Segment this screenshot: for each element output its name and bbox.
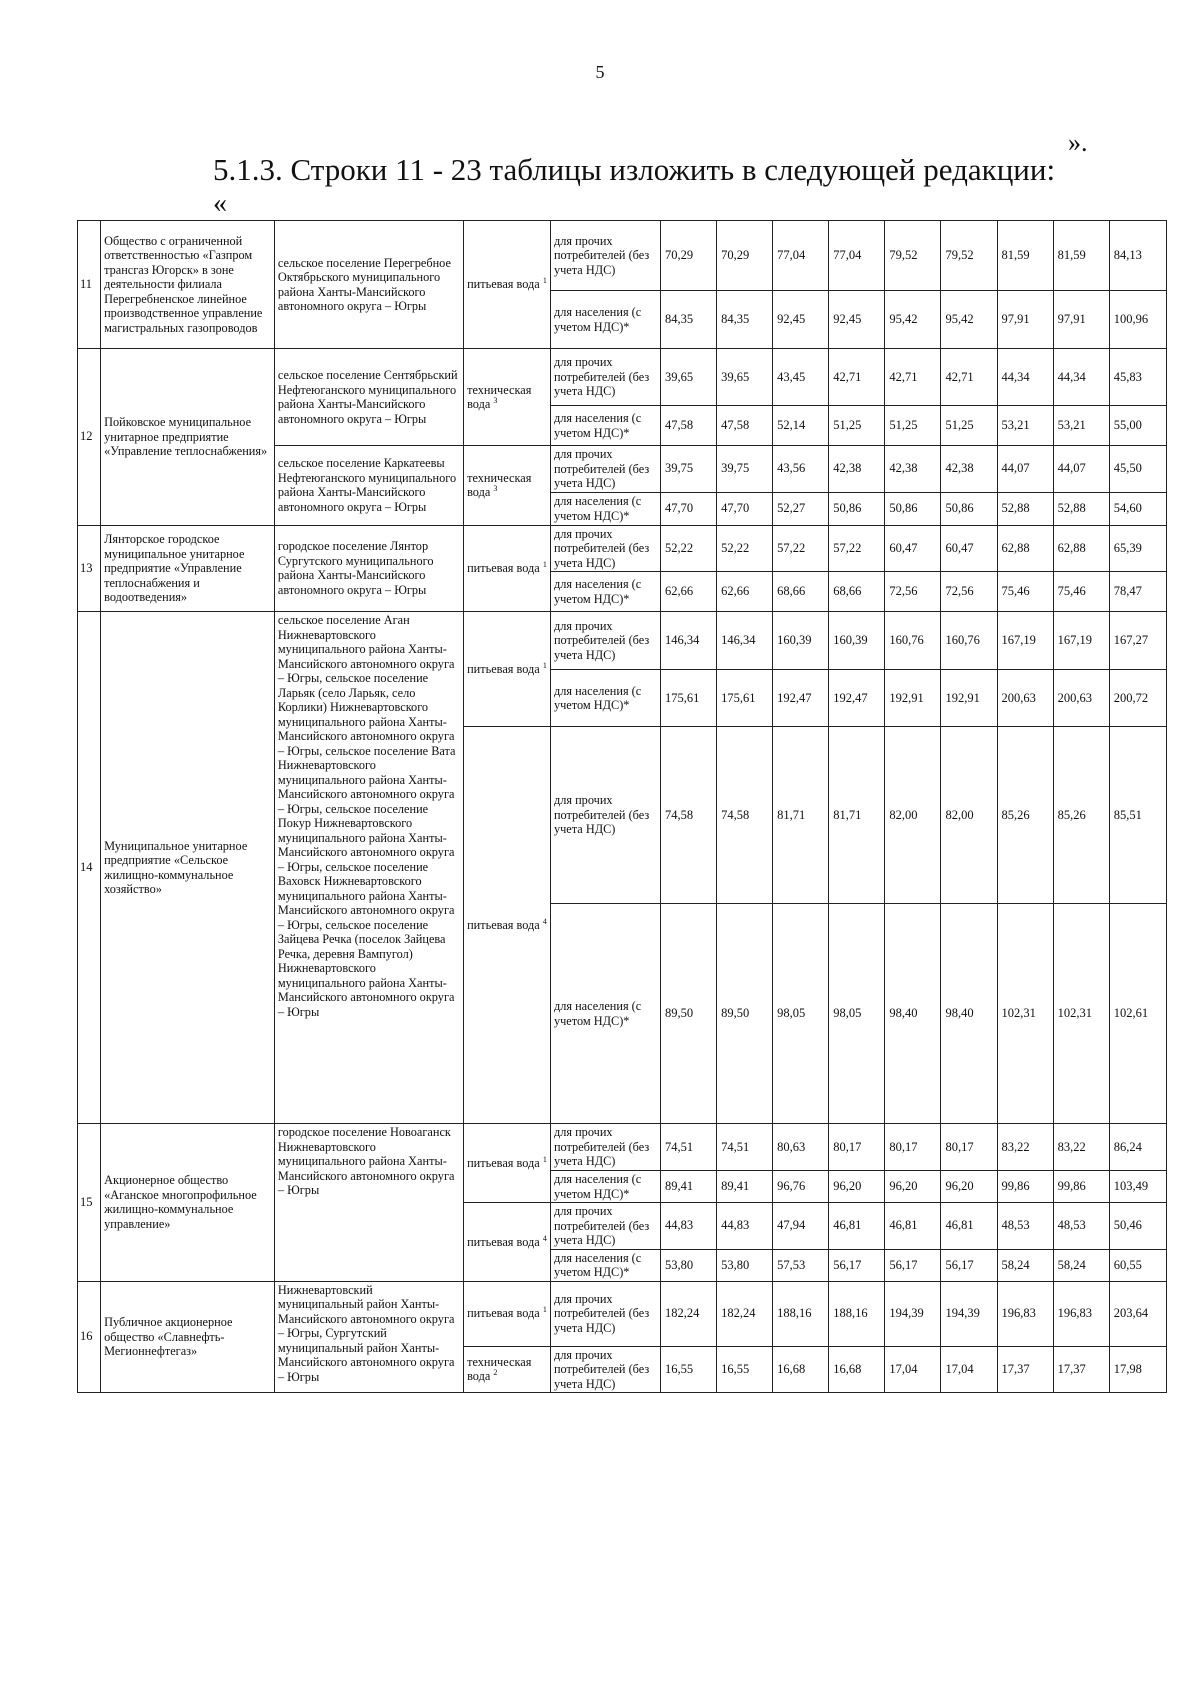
- tariff-value: 74,58: [660, 727, 716, 904]
- tariff-value: 98,05: [829, 904, 885, 1124]
- consumer-category: для населения (с учетом НДС)*: [550, 670, 660, 727]
- tariff-value: 200,63: [997, 670, 1053, 727]
- tariff-value: 42,38: [941, 446, 997, 493]
- tariff-value: 96,20: [941, 1171, 997, 1203]
- tariff-value: 81,71: [829, 727, 885, 904]
- consumer-category: для населения (с учетом НДС)*: [550, 406, 660, 446]
- tariff-value: 92,45: [773, 291, 829, 349]
- tariff-value: 60,47: [941, 525, 997, 572]
- closing-quote-mark: ».: [1068, 128, 1088, 157]
- tariff-value: 52,27: [773, 492, 829, 525]
- consumer-category: для прочих потребителей (без учета НДС): [550, 446, 660, 493]
- water-type-cell: [464, 525, 551, 612]
- tariff-value: 96,20: [829, 1171, 885, 1203]
- consumer-category: для прочих потребителей (без учета НДС): [550, 1203, 660, 1250]
- tariff-value: 60,47: [885, 525, 941, 572]
- tariff-value: 48,53: [1053, 1203, 1109, 1250]
- consumer-category: для населения (с учетом НДС)*: [550, 904, 660, 1124]
- water-type-cell: [464, 1281, 551, 1346]
- tariff-value: 196,83: [997, 1281, 1053, 1346]
- footnote-mark: 4: [542, 916, 547, 926]
- footnote-mark: 2: [493, 1368, 498, 1378]
- tariff-value: 44,34: [1053, 349, 1109, 406]
- tariff-value: 80,17: [885, 1124, 941, 1171]
- tariff-value: 81,71: [773, 727, 829, 904]
- tariff-value: 50,86: [941, 492, 997, 525]
- tariff-value: 51,25: [829, 406, 885, 446]
- tariff-value: 39,65: [660, 349, 716, 406]
- water-type: питьевая вода: [467, 1306, 540, 1321]
- tariff-value: 175,61: [660, 670, 716, 727]
- footnote-mark: 1: [542, 559, 547, 569]
- tariff-value: 79,52: [941, 221, 997, 291]
- tariff-value: 56,17: [829, 1249, 885, 1281]
- tariff-value: 188,16: [773, 1281, 829, 1346]
- tariff-value: 68,66: [773, 572, 829, 612]
- row-number: 15: [78, 1124, 101, 1282]
- tariff-value: 97,91: [997, 291, 1053, 349]
- consumer-category: для прочих потребителей (без учета НДС): [550, 221, 660, 291]
- footnote-mark: 1: [542, 1154, 547, 1164]
- tariff-value: 96,20: [885, 1171, 941, 1203]
- tariff-value: 58,24: [997, 1249, 1053, 1281]
- tariff-value: 39,65: [717, 349, 773, 406]
- organization-name: Акционерное общество «Аганское многопрофильное жилищно-коммунальное управление»: [101, 1124, 275, 1282]
- tariff-value: 85,51: [1109, 727, 1166, 904]
- tariff-value: 46,81: [885, 1203, 941, 1250]
- tariff-value: 68,66: [829, 572, 885, 612]
- tariff-value: 46,81: [829, 1203, 885, 1250]
- tariff-value: 52,14: [773, 406, 829, 446]
- table-row: [78, 525, 1167, 572]
- tariff-value: 160,39: [773, 612, 829, 670]
- tariff-value: 83,22: [997, 1124, 1053, 1171]
- water-type-cell: [464, 612, 551, 727]
- row-number: 13: [78, 525, 101, 612]
- footnote-mark: 1: [542, 660, 547, 670]
- tariff-value: 62,66: [660, 572, 716, 612]
- tariff-value: 42,71: [941, 349, 997, 406]
- consumer-category: для прочих потребителей (без учета НДС): [550, 1281, 660, 1346]
- tariff-value: 96,76: [773, 1171, 829, 1203]
- tariff-value: 74,58: [717, 727, 773, 904]
- tariff-value: 167,19: [1053, 612, 1109, 670]
- organization-name: Общество с ограниченной ответственностью «Газпром трансгаз Югорск» в зоне деятельности филиала Перегребненское линейное производственное управление магистральных газопроводов: [101, 221, 275, 349]
- tariff-value: 46,81: [941, 1203, 997, 1250]
- table-row: [78, 1124, 1167, 1171]
- tariff-value: 196,83: [1053, 1281, 1109, 1346]
- tariff-value: 79,52: [885, 221, 941, 291]
- tariff-value: 86,24: [1109, 1124, 1166, 1171]
- tariff-value: 48,53: [997, 1203, 1053, 1250]
- tariff-value: 89,41: [660, 1171, 716, 1203]
- water-type-cell: [464, 221, 551, 349]
- water-type: питьевая вода: [467, 917, 540, 932]
- footnote-mark: 3: [493, 395, 498, 405]
- organization-name: Публичное акционерное общество «Славнефть-Мегионнефтегаз»: [101, 1281, 275, 1393]
- tariff-value: 44,34: [997, 349, 1053, 406]
- consumer-category: для населения (с учетом НДС)*: [550, 1249, 660, 1281]
- tariff-value: 70,29: [717, 221, 773, 291]
- tariff-value: 203,64: [1109, 1281, 1166, 1346]
- tariff-value: 80,17: [829, 1124, 885, 1171]
- water-type-cell: [464, 1346, 551, 1393]
- tariff-value: 82,00: [885, 727, 941, 904]
- tariff-value: 75,46: [997, 572, 1053, 612]
- tariff-value: 17,04: [941, 1346, 997, 1393]
- water-type: питьевая вода: [467, 1234, 540, 1249]
- tariff-value: 16,68: [829, 1346, 885, 1393]
- consumer-category: для прочих потребителей (без учета НДС): [550, 1346, 660, 1393]
- tariff-value: 182,24: [660, 1281, 716, 1346]
- consumer-category: для прочих потребителей (без учета НДС): [550, 727, 660, 904]
- tariff-value: 200,72: [1109, 670, 1166, 727]
- tariff-value: 47,70: [717, 492, 773, 525]
- tariff-value: 51,25: [885, 406, 941, 446]
- water-type-cell: [464, 1124, 551, 1203]
- tariff-value: 53,80: [660, 1249, 716, 1281]
- tariff-value: 39,75: [660, 446, 716, 493]
- tariff-value: 52,22: [660, 525, 716, 572]
- tariff-value: 57,53: [773, 1249, 829, 1281]
- table-row: [78, 1281, 1167, 1346]
- tariff-value: 52,22: [717, 525, 773, 572]
- water-type: техническая вода: [467, 382, 532, 411]
- tariff-value: 102,61: [1109, 904, 1166, 1124]
- tariff-value: 84,35: [660, 291, 716, 349]
- tariff-value: 78,47: [1109, 572, 1166, 612]
- tariff-value: 74,51: [717, 1124, 773, 1171]
- water-type: питьевая вода: [467, 661, 540, 676]
- tariff-value: 192,47: [829, 670, 885, 727]
- footnote-mark: 4: [542, 1233, 547, 1243]
- opening-quote-mark: «: [213, 188, 227, 219]
- tariff-value: 42,71: [885, 349, 941, 406]
- tariff-value: 192,91: [885, 670, 941, 727]
- tariff-value: 102,31: [1053, 904, 1109, 1124]
- tariff-value: 89,50: [660, 904, 716, 1124]
- tariff-value: 82,00: [941, 727, 997, 904]
- tariff-value: 103,49: [1109, 1171, 1166, 1203]
- tariff-value: 47,58: [660, 406, 716, 446]
- tariff-value: 80,63: [773, 1124, 829, 1171]
- tariff-value: 57,22: [773, 525, 829, 572]
- tariff-value: 200,63: [1053, 670, 1109, 727]
- footnote-mark: 1: [542, 276, 547, 286]
- tariff-value: 194,39: [941, 1281, 997, 1346]
- tariff-value: 83,22: [1053, 1124, 1109, 1171]
- tariff-value: 44,83: [660, 1203, 716, 1250]
- table-row: [78, 612, 1167, 670]
- water-type-cell: [464, 1203, 551, 1282]
- tariff-value: 192,47: [773, 670, 829, 727]
- consumer-category: для прочих потребителей (без учета НДС): [550, 612, 660, 670]
- tariff-value: 52,88: [1053, 492, 1109, 525]
- tariff-value: 188,16: [829, 1281, 885, 1346]
- tariff-value: 50,46: [1109, 1203, 1166, 1250]
- tariff-value: 182,24: [717, 1281, 773, 1346]
- tariff-value: 62,88: [1053, 525, 1109, 572]
- tariff-value: 42,38: [829, 446, 885, 493]
- tariff-value: 77,04: [829, 221, 885, 291]
- consumer-category: для населения (с учетом НДС)*: [550, 291, 660, 349]
- tariff-value: 167,19: [997, 612, 1053, 670]
- table-row: [78, 349, 1167, 406]
- tariff-value: 72,56: [885, 572, 941, 612]
- tariff-value: 54,60: [1109, 492, 1166, 525]
- tariff-value: 51,25: [941, 406, 997, 446]
- tariff-value: 45,50: [1109, 446, 1166, 493]
- territory: сельское поселение Перегребное Октябрьского муниципального района Ханты-Мансийского автономного округа – Югры: [274, 221, 463, 349]
- tariff-value: 60,55: [1109, 1249, 1166, 1281]
- tariff-value: 160,76: [941, 612, 997, 670]
- tariff-value: 85,26: [1053, 727, 1109, 904]
- tariff-value: 81,59: [1053, 221, 1109, 291]
- tariff-value: 167,27: [1109, 612, 1166, 670]
- organization-name: Лянторское городское муниципальное унитарное предприятие «Управление теплоснабжения и водоотведения»: [101, 525, 275, 612]
- tariff-value: 16,55: [717, 1346, 773, 1393]
- tariff-value: 99,86: [997, 1171, 1053, 1203]
- tariff-value: 53,21: [997, 406, 1053, 446]
- water-type-cell: [464, 727, 551, 1124]
- tariff-value: 47,58: [717, 406, 773, 446]
- tariff-table: [77, 220, 1167, 1393]
- tariff-value: 53,21: [1053, 406, 1109, 446]
- tariff-value: 100,96: [1109, 291, 1166, 349]
- tariff-value: 43,45: [773, 349, 829, 406]
- tariff-value: 43,56: [773, 446, 829, 493]
- tariff-value: 70,29: [660, 221, 716, 291]
- tariff-value: 17,37: [1053, 1346, 1109, 1393]
- tariff-value: 53,80: [717, 1249, 773, 1281]
- tariff-value: 47,70: [660, 492, 716, 525]
- tariff-value: 44,83: [717, 1203, 773, 1250]
- tariff-value: 57,22: [829, 525, 885, 572]
- row-number: 16: [78, 1281, 101, 1393]
- water-type: техническая вода: [467, 470, 532, 500]
- footnote-mark: 1: [542, 1305, 547, 1315]
- consumer-category: для прочих потребителей (без учета НДС): [550, 349, 660, 406]
- tariff-value: 84,13: [1109, 221, 1166, 291]
- tariff-value: 58,24: [1053, 1249, 1109, 1281]
- tariff-value: 194,39: [885, 1281, 941, 1346]
- row-number: 11: [78, 221, 101, 349]
- territory: городское поселение Лянтор Сургутского муниципального района Ханты-Мансийского автономного округа – Югры: [274, 525, 463, 612]
- tariff-value: 192,91: [941, 670, 997, 727]
- tariff-value: 17,37: [997, 1346, 1053, 1393]
- territory: сельское поселение Аган Нижневартовского муниципального района Ханты-Мансийского автономного округа – Югры, сельское поселение Ларьяк (село Ларьяк, село Корлики) Нижневартовского муниципального района Ханты-Мансийского автономного округа – Югры, сельское поселение Вата Нижневартовского муниципального района Ханты-Мансийского автономного округа – Югры, сельское поселение Покур Нижневартовского муниципального района Ханты-Мансийского автономного округа – Югры, сельское поселение Ваховск Нижневартовского муниципального района Ханты-Мансийского автономного округа – Югры, сельское поселение Зайцева Речка (поселок Зайцева Речка, деревня Вампугол) Нижневартовского муниципального района Ханты-Мансийского автономного округа – Югры: [274, 612, 463, 1124]
- tariff-value: 72,56: [941, 572, 997, 612]
- tariff-value: 160,76: [885, 612, 941, 670]
- tariff-value: 77,04: [773, 221, 829, 291]
- tariff-value: 146,34: [660, 612, 716, 670]
- organization-name: Пойковское муниципальное унитарное предприятие «Управление теплоснабжения»: [101, 349, 275, 526]
- tariff-value: 50,86: [829, 492, 885, 525]
- tariff-value: 50,86: [885, 492, 941, 525]
- tariff-value: 89,50: [717, 904, 773, 1124]
- water-type-cell: [464, 349, 551, 446]
- tariff-value: 175,61: [717, 670, 773, 727]
- tariff-value: 45,83: [1109, 349, 1166, 406]
- section-heading: 5.1.3. Строки 11 - 23 таблицы изложить в следующей редакции:: [213, 152, 1056, 187]
- consumer-category: для населения (с учетом НДС)*: [550, 1171, 660, 1203]
- tariff-value: 102,31: [997, 904, 1053, 1124]
- tariff-value: 56,17: [941, 1249, 997, 1281]
- organization-name: Муниципальное унитарное предприятие «Сельское жилищно-коммунальное хозяйство»: [101, 612, 275, 1124]
- tariff-value: 74,51: [660, 1124, 716, 1171]
- territory: сельское поселение Сентябрьский Нефтеюганского муниципального района Ханты-Мансийского автономного округа – Югры: [274, 349, 463, 446]
- tariff-value: 16,55: [660, 1346, 716, 1393]
- tariff-value: 42,71: [829, 349, 885, 406]
- tariff-value: 95,42: [885, 291, 941, 349]
- table-row: [78, 221, 1167, 291]
- tariff-value: 47,94: [773, 1203, 829, 1250]
- tariff-value: 98,40: [941, 904, 997, 1124]
- tariff-value: 52,88: [997, 492, 1053, 525]
- tariff-value: 85,26: [997, 727, 1053, 904]
- tariff-value: 146,34: [717, 612, 773, 670]
- tariff-value: 98,05: [773, 904, 829, 1124]
- tariff-value: 92,45: [829, 291, 885, 349]
- territory: Нижневартовский муниципальный район Ханты-Мансийского автономного округа – Югры, Сургутский муниципальный район Ханты-Мансийского автономного округа – Югры: [274, 1281, 463, 1393]
- tariff-value: 55,00: [1109, 406, 1166, 446]
- territory: сельское поселение Каркатеевы Нефтеюганского муниципального района Ханты-Мансийского автономного округа – Югры: [274, 446, 463, 526]
- tariff-value: 81,59: [997, 221, 1053, 291]
- tariff-value: 95,42: [941, 291, 997, 349]
- tariff-value: 16,68: [773, 1346, 829, 1393]
- tariff-value: 75,46: [1053, 572, 1109, 612]
- tariff-value: 80,17: [941, 1124, 997, 1171]
- row-number: 12: [78, 349, 101, 526]
- tariff-value: 97,91: [1053, 291, 1109, 349]
- water-type: техническая вода: [467, 1354, 532, 1384]
- consumer-category: для прочих потребителей (без учета НДС): [550, 525, 660, 572]
- tariff-value: 56,17: [885, 1249, 941, 1281]
- page-number: 5: [595, 62, 605, 82]
- consumer-category: для населения (с учетом НДС)*: [550, 492, 660, 525]
- tariff-value: 62,88: [997, 525, 1053, 572]
- tariff-value: 160,39: [829, 612, 885, 670]
- tariff-value: 84,35: [717, 291, 773, 349]
- territory: городское поселение Новоаганск Нижневартовского муниципального района Ханты-Мансийского автономного округа – Югры: [274, 1124, 463, 1282]
- tariff-value: 44,07: [1053, 446, 1109, 493]
- tariff-value: 89,41: [717, 1171, 773, 1203]
- water-type: питьевая вода: [467, 277, 540, 292]
- tariff-value: 62,66: [717, 572, 773, 612]
- tariff-value: 98,40: [885, 904, 941, 1124]
- row-number: 14: [78, 612, 101, 1124]
- tariff-value: 17,98: [1109, 1346, 1166, 1393]
- tariff-value: 39,75: [717, 446, 773, 493]
- footnote-mark: 3: [493, 484, 498, 494]
- tariff-value: 65,39: [1109, 525, 1166, 572]
- consumer-category: для прочих потребителей (без учета НДС): [550, 1124, 660, 1171]
- tariff-value: 99,86: [1053, 1171, 1109, 1203]
- tariff-value: 42,38: [885, 446, 941, 493]
- tariff-value: 17,04: [885, 1346, 941, 1393]
- water-type: питьевая вода: [467, 1155, 540, 1170]
- tariff-value: 44,07: [997, 446, 1053, 493]
- water-type-cell: [464, 446, 551, 526]
- water-type: питьевая вода: [467, 561, 540, 575]
- consumer-category: для населения (с учетом НДС)*: [550, 572, 660, 612]
